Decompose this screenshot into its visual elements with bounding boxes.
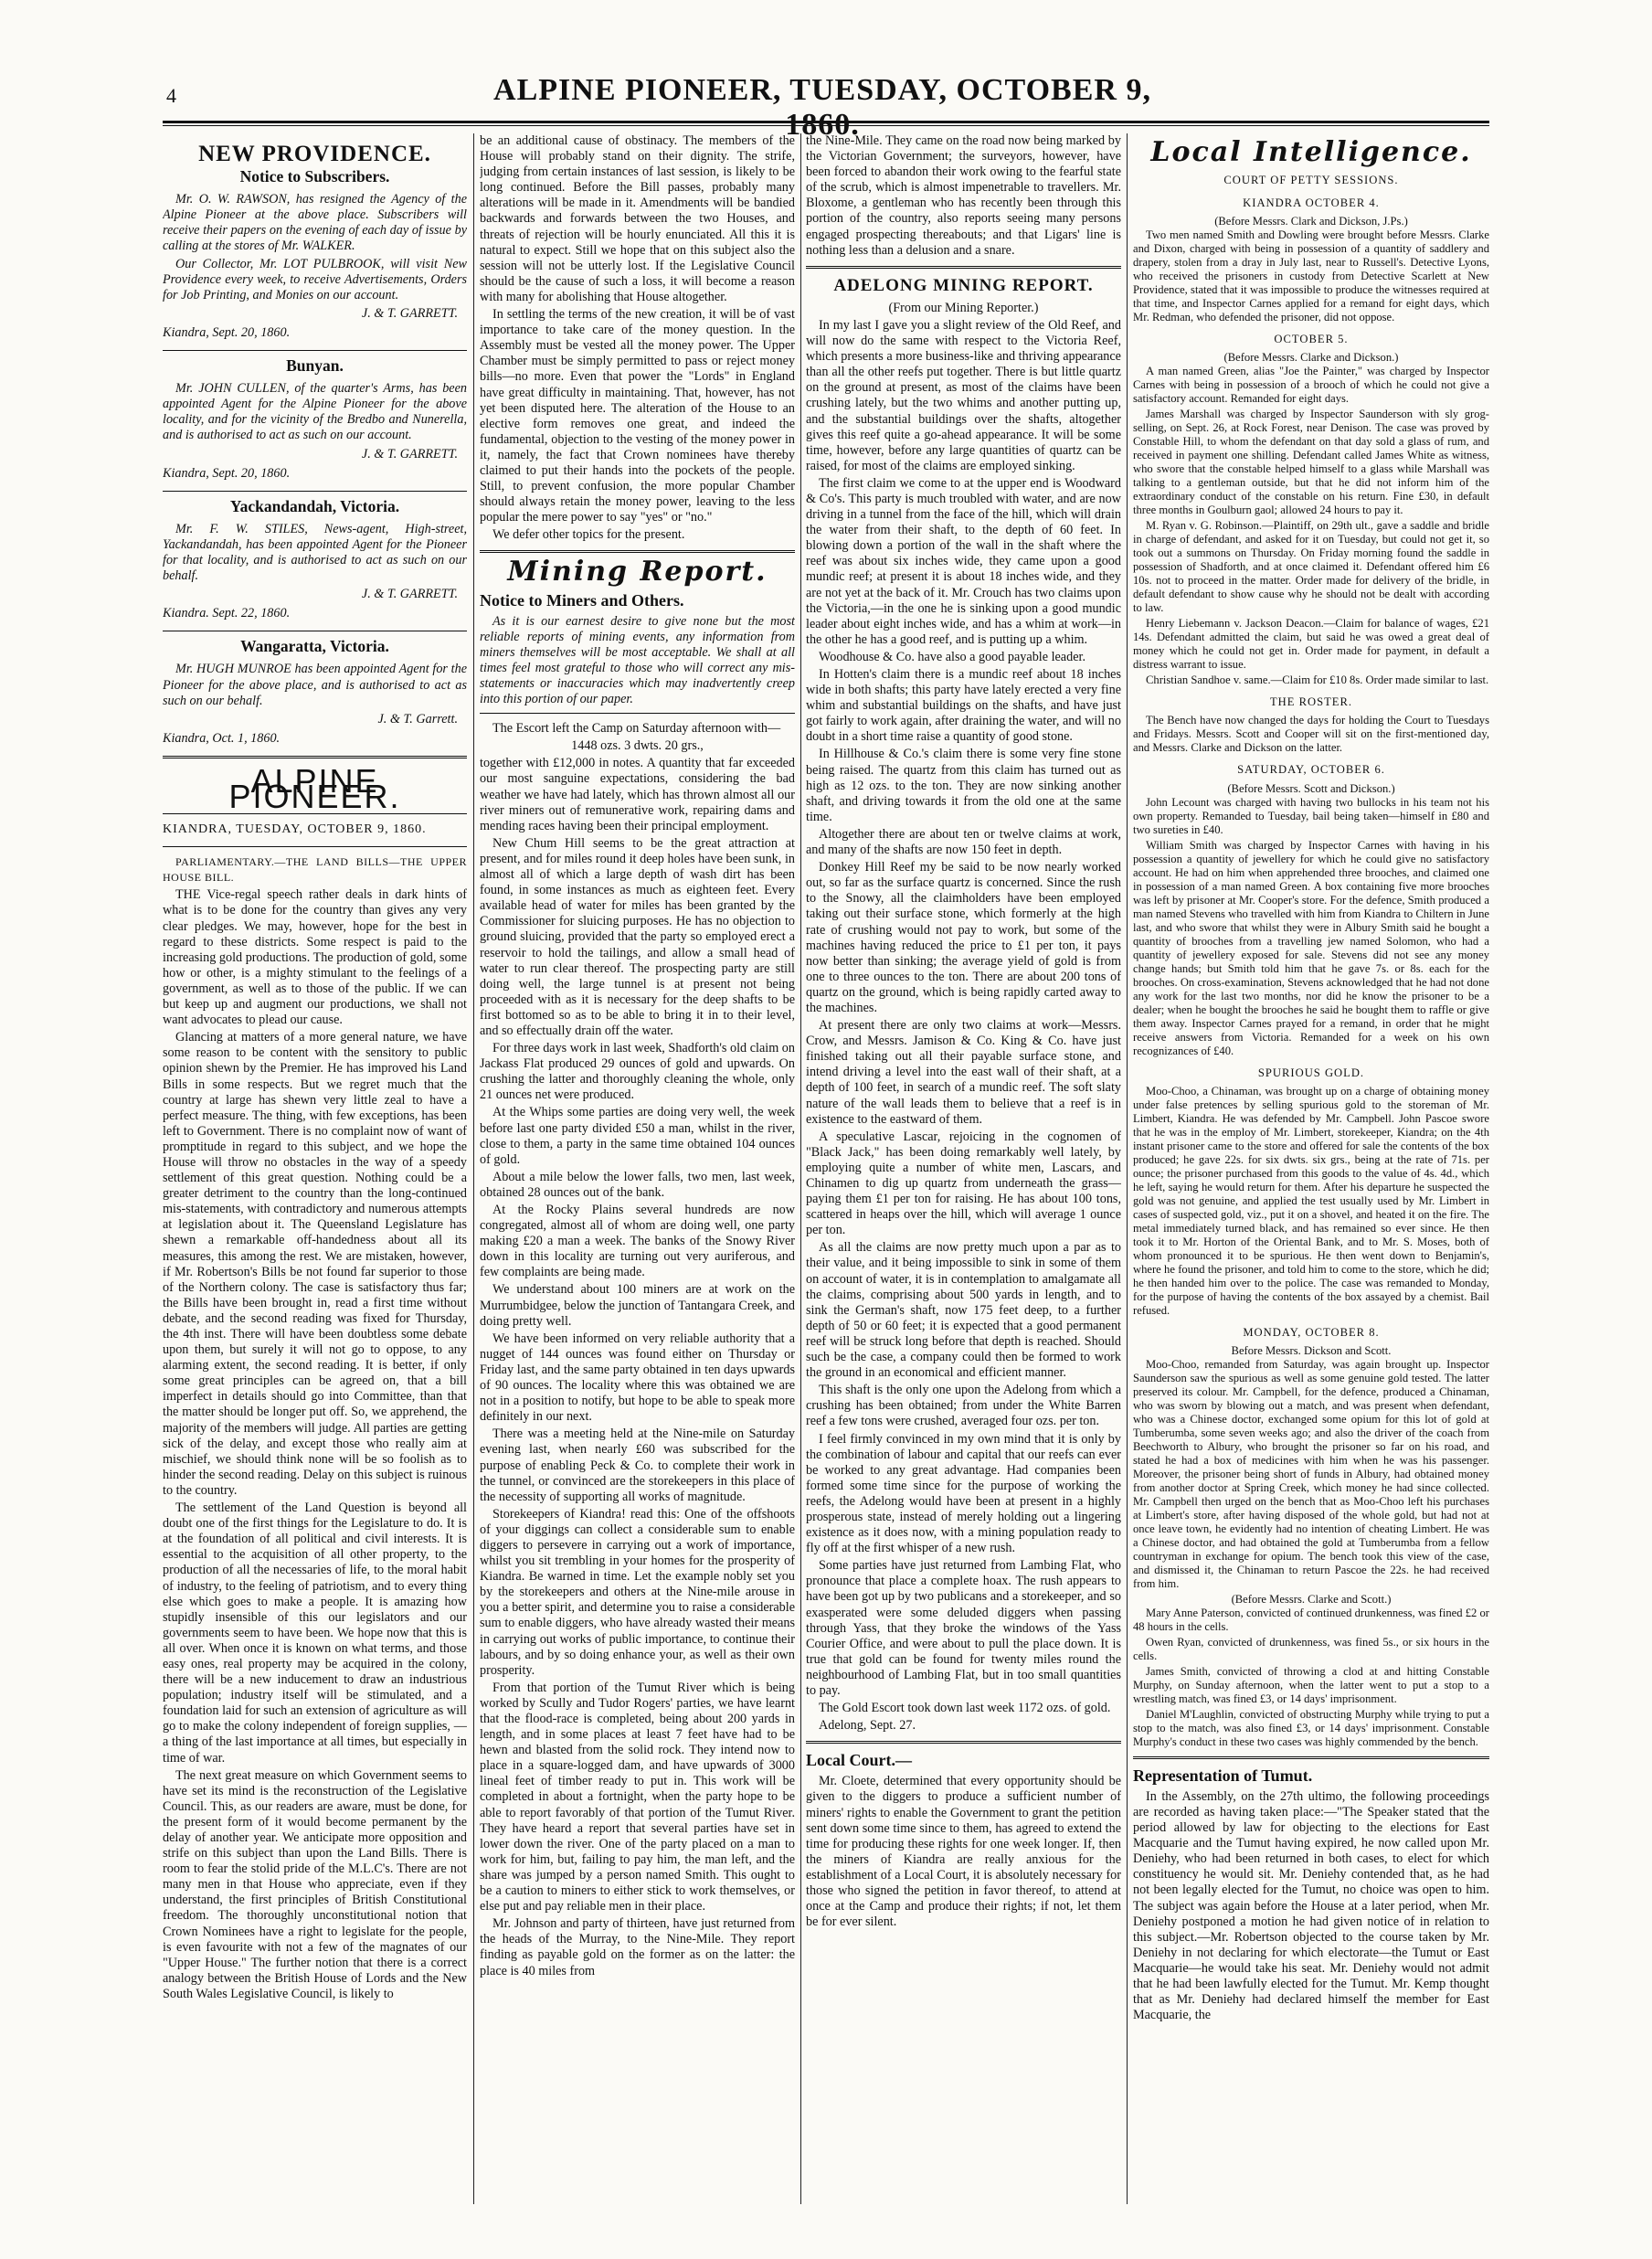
- np-paragraph-2: Our Collector, Mr. LOT PULBROOK, will visit New Providence every week, to receive Advertisements, Orders for Job Printing, and Monies on our account.: [163, 256, 467, 302]
- parliamentary-paragraph: We defer other topics for the present.: [492, 527, 685, 543]
- adelong-paragraph: As all the claims are now pretty much upon a par as to their value, and it being impossible to sink in some of them on account of water, it is in contemplation to amalgamate all the claims, comprising about 500 yards in length, and to sink the German's shaft, now 175 feet deep, to a further depth of 50 or 60 feet; it is expected that a good permanent reef will be struck long before that depth is reached. Should such be the case, a company could then be formed to work the ground in an economical and efficient manner.: [806, 1240, 1121, 1381]
- adelong-paragraph: The first claim we come to at the upper end is Woodward & Co's. This party is much troubled with water, and are now driving in a tunnel from the face of the hill, which will drain the water from their shaft, to the depth of 60 feet. In blowing down a portion of the wall in the shaft where the reef was about six inches wide, they came upon a good mundic reef; at present it is about 18 inches wide, and they are not yet at the back of it. Mr. Crouch has two claims upon the Victoria,—in the one he is sinking upon a good mundic leader about eight inches wide, and has a whim at work—in the other he has a good reef, and is putting up a whim.: [806, 475, 1121, 647]
- notice-subscribers-heading: Notice to Subscribers.: [239, 167, 390, 186]
- escort-paragraph: The Escort left the Camp on Saturday afternoon with—: [492, 721, 781, 737]
- court-paragraph: M. Ryan v. G. Robinson.—Plaintiff, on 29th ult., gave a saddle and bridle in charge of defendant, and asked for it on Tuesday, but could not get it, so took out a summons on Thursday. On Friday morning found the saddle in possession of Shadforth, and at once claimed it. Defendant offered him £6 10s. not to proceed in the matter. Order made for delivery of the bridle, in default defendant to show cause why he should not be dealt with according to law.: [1133, 519, 1489, 615]
- spurious-gold-heading: SPURIOUS GOLD.: [1257, 1066, 1365, 1079]
- court-paragraph: Owen Ryan, convicted of drunkenness, was fined 5s., or six hours in the cells.: [1133, 1635, 1489, 1662]
- mining-paragraph: At the Whips some parties are doing very well, the week before last one party divided £50 a man, whilst in the river, close to them, a party in the same time obtained 104 ounces of gold.: [480, 1105, 795, 1167]
- tumut-heading: Representation of Tumut.: [1133, 1766, 1313, 1785]
- paper-title: ALPINE PIONEER.: [228, 761, 401, 815]
- adelong-paragraph: I feel firmly convinced in my own mind that it is only by the combination of labour and capital that our reefs can ever be worked to any great advantage. Had companies been formed some time since for the purpose of working the reefs, the Adelong would have been at present in a highly prosperous state, instead of merely holding out a lingering existence as it does now, with a mining population ready to fly off at the first whisper of a new rush.: [806, 1431, 1121, 1556]
- parliamentary-lead: PARLIAMENTARY.—THE LAND BILLS—THE UPPER HOUSE BILL.: [163, 855, 467, 885]
- local-court-heading: Local Court.—: [806, 1751, 912, 1770]
- wangaratta-signature: J. & T. Garrett.: [377, 711, 458, 726]
- roster-heading: THE ROSTER.: [1269, 695, 1353, 709]
- adelong-subheading: (From our Mining Reporter.): [888, 300, 1039, 315]
- parliamentary-paragraph: Glancing at matters of a more general nature, we have some reason to be content with the sensitory to public opinion shewn by the Premier. He has improved his Land Bills in some respects. But we regret much that the country at large has shewn very little zeal to have a perfect measure. The thing, with few exceptions, has been left to Government. There is no complaint now of want of promptitude in regard to this subject, and we hope the House will throw no obstacles in the way of a speedy settlement of this great question. Nothing could be a greater detriment to the country than the long-continued mis-statements, with contradictory and numerous attempts at legislation about it. The Queensland Legislature has shewn a remarkable off-handedness about all its measures, this among the rest. We are mistaken, however, if Mr. Robertson's Bills be not found far superior to those of the Northern colony. The case is satisfactory thus far; the Bills have been brought in, read a first time without debate, and the second reading was fixed for Thursday, the 4th inst. There will have been doubtless some debate upon them, but surely it will not go to oppose, to any alarming extent, the second reading. It is better, if only some great principles can be agreed on, that a bill imperfect in details should go into Committee, than that the matter should be longer put off. So, we apprehend, the majority of the members will judge. All parties are getting sick of the delay, and except those who really aim at mischief, we should think none will be so foolish as to hinder the second reading. Delay on this subject is ruinous to the country.: [163, 1030, 467, 1498]
- adelong-paragraph: The Gold Escort took down last week 1172 ozs. of gold.: [819, 1701, 1111, 1716]
- np-paragraph-1: Mr. O. W. RAWSON, has resigned the Agency of the Alpine Pioneer at the above place. Subscribers will receive their papers on the evening of each day of issue by calling at the stores of Mr. WALKER.: [163, 192, 467, 254]
- escort-amount: 1448 ozs. 3 dwts. 20 grs.,: [571, 738, 704, 754]
- column-rule: [1127, 133, 1128, 2204]
- column-1: [163, 133, 467, 2204]
- paper-dateline: [163, 822, 467, 837]
- bunyan-paragraph: Mr. JOHN CULLEN, of the quarter's Arms, has been appointed Agent for the Alpine Pioneer for the above locality, and for the vicinity of the Bredbo and Nunerella, and is authorised to act as such on our account.: [163, 381, 467, 443]
- mining-paragraph: the Nine-Mile. They came on the road now being marked by the Victorian Government; the surveyors, however, have been forced to abandon their work owing to the fearful state of the scrub, which is almost impenetrable to travellers. Mr. Bloxome, a gentleman who has recently been through this portion of the country, also reports seeing many persons engaged prospecting thereabouts; and that Ligars' line is nothing less than a delusion and a snare.: [806, 133, 1121, 258]
- adelong-paragraph: Donkey Hill Reef my be said to be now nearly worked out, so far as the surface quartz is concerned. Since the rush to the Snowy, all the claimholders have been employed taking out their surface stone, which formerly at the high rate of crushing would not pay to work, but some of the machines having reduced the price to £1 per ton, it pays now better than sinking; the average yield of gold is from one to three ounces to the ton. There are about 200 tons of quartz on the ground, which is being rapidly carted away to the machines.: [806, 860, 1121, 1015]
- bench-line: (Before Messrs. Scott and Dickson.): [1227, 781, 1395, 795]
- adelong-heading: ADELONG MINING REPORT.: [833, 275, 1094, 295]
- date-heading: KIANDRA OCTOBER 4.: [1243, 196, 1380, 210]
- column-3: [806, 133, 1121, 2204]
- parliamentary-paragraph: THE Vice-regal speech rather deals in dark hints of what is to be done for the country than gives any very clear pledges. We may, however, hope for the best in regard to these districts. Some respect is paid to the increasing gold productions. The production of gold, some how or other, is a mighty stimulant to the feelings of a government, as well as to those of the public. If we can but keep up and augment our productions, we shall not want advocates to plead our cause.: [163, 887, 467, 1028]
- date-heading: SATURDAY, OCTOBER 6.: [1237, 763, 1385, 777]
- court-paragraph: Moo-Choo, a Chinaman, was brought up on a charge of obtaining money under false pretences by selling spurious gold to the storeman of Mr. Limbert, Kiandra. He was defended by Mr. Campbell. John Pascoe swore that he was in the employ of Mr. Limbert, storekeeper, Kiandra; on the 4th instant prisoner came to the store and offered for sale the contents of the box produced; he gave 22s. for six dwts. six grs., being at the rate of 71s. per ounce; the prisoner purchased from this goods to the value of 4s. 4d., which he left, saying he would return for them. After his departure he suspected the gold was not genuine, and applied the test usually used by Mr. Limbert in cases of suspected gold, viz., put it on a shovel, and heated it on the fire. The metal immediately turned black, and has remained so ever since. He then took it to Mr. Horton of the Oriental Bank, and to Mr. S. Moses, both of whom pronounced it to be spurious. He then went down to Benjamin's, where he found the prisoner, and told him to come to the store, which he did; he then handed him over to the police. The case was remanded to Monday, for the purpose of having the contents of the box assayed by a chemist. Bail refused.: [1133, 1084, 1489, 1317]
- divider: [480, 713, 795, 714]
- parliamentary-paragraph: In settling the terms of the new creation, it will be of vast importance to take care of the money question. In the Assembly must be vested all the money power. The Upper Chamber must be simply permitted to pass or reject money bills—no more. Even that power the "Lords" in England have great difficulty in maintaining. That, however, has not yet been disputed here. The alteration of the House to an elective form removes one great, and indeed the fundamental, objection to the vesting of the money power in it, namely, the fact that Crown nominees have thereby claimed to put their hands into the pockets of the people. Still, to prevent confusion, the more popular Chamber should always retain the money power, leaving to the less popular the mere power to say "yes" or "no.": [480, 307, 795, 525]
- divider: [163, 846, 467, 847]
- local-intelligence-title: Local Intelligence.: [1150, 136, 1472, 168]
- yackandandah-signature: J. & T. GARRETT.: [361, 587, 458, 602]
- mining-paragraph: At the Rocky Plains several hundreds are now congregated, almost all of whom are doing well, one party making £20 a man a week. The banks of the Snowy River down in this locality are turning out very auriferous, and few complaints are being made.: [480, 1203, 795, 1280]
- column-2: [480, 133, 795, 2204]
- adelong-paragraph: This shaft is the only one upon the Adelong from which a crushing has been obtained; from under the White Barren reef a few tons were crushed, averaged four ozs. per ton.: [806, 1383, 1121, 1429]
- yackandandah-paragraph: Mr. F. W. STILES, News-agent, High-street, Yackandandah, has been appointed Agent for the Pioneer for that locality, and is authorised to act as such on our behalf.: [163, 521, 467, 584]
- bunyan-date: Kiandra, Sept. 20, 1860.: [163, 465, 291, 481]
- masthead: ALPINE PIONEER, TUESDAY, OCTOBER 9, 1860.: [493, 73, 1151, 142]
- petty-sessions-heading: COURT OF PETTY SESSIONS.: [1223, 174, 1399, 187]
- mining-paragraph: About a mile below the lower falls, two men, last week, obtained 28 ounces out of the bank.: [480, 1169, 795, 1200]
- double-divider: [806, 1741, 1121, 1744]
- local-court-paragraph: Mr. Cloete, determined that every opportunity should be given to the diggers to produce a sufficient number of miners' rights to enable the Government to grant the petition sent down some time since to them, has agreed to extend the time for producing these rights for one week longer. If, then the miners of Kiandra are really anxious for the establishment of a Local Court, it is absolutely necessary for those who signed the petition in favor thereof, to attend at once at the Camp and produce their rights; if not, let them be for ever silent.: [806, 1774, 1121, 1930]
- date-heading: MONDAY, OCTOBER 8.: [1243, 1325, 1380, 1339]
- court-paragraph: A man named Green, alias "Joe the Painter," was charged by Inspector Carnes with being in possession of a brooch of which he could not give a satisfactory account. Remanded for eight days.: [1133, 365, 1489, 406]
- court-paragraph: Daniel M'Laughlin, convicted of obstructing Murphy while trying to put a stop to the match, was also fined £3, or 14 days' imprisonment. Constable Murphy's conduct in these two cases was highly commended by the bench.: [1133, 1707, 1489, 1748]
- mining-paragraph: From that portion of the Tumut River which is being worked by Scully and Tudor Rogers' parties, we have learnt that the flood-race is completed, being about 200 yards in length, and in some places at least 7 feet have had to be hewn and blasted from the solid rock. They intend now to place in a square-logged dam, and have upwards of 3000 lineal feet of timber ready to put in. This work will be completed in about a fortnight, when the party hope to be able to report favorably of that portion of the Tumut River. They have heard a report that several parties have set in lower down the river. One of the party placed on a man to work for him, but, failing to pay him, the man left, and the share was jumped by a person named Smith. This ought to be a caution to miners to either stick to work themselves, or else put and pay reliable men in their place.: [480, 1680, 795, 1914]
- adelong-dateline: Adelong, Sept. 27.: [819, 1718, 916, 1734]
- court-paragraph: William Smith was charged by Inspector Carnes with having in his possession a quantity of jewellery for which he could give no satisfactory account. He had on him when apprehended three brooches, and claimed one in possession of a man named Green. A box containing five more brooches was left by prisoner at Mr. Cooper's store. For the defence, Smith produced a man named Stevens who travelled with him from Kiandra to Chiltern in June last, and who swore that whilst they were in Albury Smith said he bought a quantity of brooches from a travelling jew named Solomon, who had a quantity of jewellery exposed for sale. Stevens did not see any money change hands; but Smith told him that he gave 7s. or 8s. each for the brooches. On cross-examination, Stevens acknowledged that he had not done any work for the last two months, nor did he know the prisoner to be a dealer; when he bought the brooches he said he bought them to raffle or give them away. Inspector Carnes prayed for a remand, in order that he might receive answers from Victoria. Remanded for a week on his own recognizances of £40.: [1133, 838, 1489, 1057]
- court-paragraph: John Lecount was charged with having two bullocks in his team not his own property. Remanded to Tuesday, bail being taken—himself in £80 and two sureties in £40.: [1133, 795, 1489, 836]
- mining-paragraph: New Chum Hill seems to be the great attraction at present, and for miles round it deep holes have been sunk, in almost all of which a large depth of wash dirt has been found, in some instances as much as eighteen feet. Every available head of water for miles has been granted by the Commissioner for sluicing purposes. He has no objection to ground sluicing, provided that the party so employed erect a reservoir to hold the tailings, and allow a small head of water to run clear thereof. The prospecting party are still doing well, the large tunnel is at present not being proceeded with as it is necessary for the deep shafts to be first bottomed so as to be able to bring it in to their level, and so effectually drain off the water.: [480, 835, 795, 1038]
- adelong-paragraph: Woodhouse & Co. have also a good payable leader.: [819, 649, 1085, 664]
- adelong-paragraph: In Hillhouse & Co.'s claim there is some very fine stone being raised. The quartz from this claim has turned out as high as 12 ozs. to the ton. They are now sinking another shaft, and driving towards it from the old one at the same time.: [806, 747, 1121, 824]
- double-divider: [480, 550, 795, 553]
- yackandandah-date: Kiandra. Sept. 22, 1860.: [163, 606, 291, 621]
- bunyan-signature: J. & T. GARRETT.: [361, 446, 458, 461]
- new-providence-heading: NEW PROVIDENCE.: [198, 142, 431, 166]
- yackandandah-heading: Yackandandah, Victoria.: [229, 496, 400, 515]
- np-date: Kiandra, Sept. 20, 1860.: [163, 324, 291, 340]
- adelong-paragraph: Some parties have just returned from Lambing Flat, who pronounce that place a complete hoax. The rush appears to have been got up by two publicans and a storekeeper, and so exasperated were some deluded diggers when passing through Yass, that they broke the windows of the Yass Courier Office, and were about to pull the place down. It is true that gold can be found for twenty miles round the neighbourhood of Lambing Flat, but in too small quantities to pay.: [806, 1558, 1121, 1698]
- bench-line: (Before Messrs. Clarke and Scott.): [1231, 1592, 1392, 1606]
- page-number: 4: [166, 84, 176, 107]
- mining-paragraph: We understand about 100 miners are at work on the Murrumbidgee, below the junction of Tantangara Creek, and doing pretty well.: [480, 1282, 795, 1329]
- adelong-paragraph: At present there are only two claims at work—Messrs. Crow, and Messrs. Jamison & Co. King & Co. have just finished taking out all their payable surface stone, and intend driving a level into the east wall of their shaft, at a depth of 100 feet, in search of a mundic reef. The soft slaty nature of the wall leads them to believe that a reef is in existence to the eastward of them.: [806, 1018, 1121, 1127]
- mining-paragraph: We have been informed on very reliable authority that a nugget of 144 ounces was found either on Thursday or Friday last, and the same party obtained in ten days upwards of 90 ounces. The locality where this was obtained we are not in a position to notify, but hope to be able to speak more definitely in our next.: [480, 1331, 795, 1425]
- roster-paragraph: The Bench have now changed the days for holding the Court to Tuesdays and Fridays. Messrs. Scott and Cooper will sit on the first-mentioned day, and Messrs. Clarke and Dickson on the latter.: [1133, 714, 1489, 755]
- court-paragraph: James Marshall was charged by Inspector Saunderson with sly grog-selling, on Sept. 26, at Rock Forest, near Denison. The case was proved by Constable Hill, to whom the defendant on that day sold a glass of rum, and received in payment one shilling. Defendant called James White as witness, who swore that the constable helped himself to a glass while Marshall was talking to a gentleman outside, but that he did not inform him of the extraordinary conduct of the constable on his return. Fine £30, in default three months in Goulburn gaol; allowed 24 hours to pay it.: [1133, 408, 1489, 517]
- wangaratta-heading: Wangaratta, Victoria.: [240, 637, 389, 656]
- column-rule: [800, 133, 801, 2204]
- np-signature: J. & T. GARRETT.: [361, 305, 458, 321]
- mining-report-title: Mining Report.: [507, 556, 768, 589]
- wangaratta-date: Kiandra, Oct. 1, 1860.: [163, 730, 281, 746]
- bench-line: (Before Messrs. Clark and Dickson, J.Ps.): [1214, 215, 1408, 228]
- divider: [163, 491, 467, 492]
- double-divider: [1133, 1756, 1489, 1759]
- date-heading: OCTOBER 5.: [1274, 333, 1349, 346]
- parliamentary-paragraph: The next great measure on which Government seems to have set its mind is the reconstruction of the Legislative Council. This, as our readers are aware, must be done, for the present form of it would become permanent by the delay of another year. We anticipate more opposition and strife on this subject than upon the Land Bills. There is room to fear the stolid pride of the M.L.C's. There are not many men in that House who appreciate, even if they understand, the first principles of British Constitutional freedom. The thoroughly unconstitutional notion that Crown Nominees have a right to legislate for the people, is even favourite with not a few of the magnates of our "Upper House." The further notion that there is a correct analogy between the British House of Lords and the New South Wales Legislative Council, is likely to: [163, 1767, 467, 2001]
- notice-to-miners-heading: Notice to Miners and Others.: [480, 590, 684, 610]
- column-rule: [473, 133, 474, 2204]
- tumut-paragraph: In the Assembly, on the 27th ultimo, the following proceedings are recorded as having taken place:—"The Speaker stated that the period allowed by law for objecting to the elections for East Macquarie and the Tumut having expired, he now called upon Mr. Deniehy, who had been returned in both cases, to elect for which constituency he would sit. Mr. Deniehy contended that, as he had not been legally elected for the Tumut, no choice was open to him. The subject was again before the House at a later period, when Mr. Deniehy postponed a motion he had given notice of in relation to this subject.—Mr. Robertson objected to the course taken by Mr. Deniehy in not declaring for which electorate—the Tumut or East Macquarie—he would take his seat. Mr. Deniehy would not admit that he had been lawfully elected for the Tumut. Mr. Kemp thought that as Mr. Deniehy had declared himself the member for East Macquarie, the: [1133, 1788, 1489, 2023]
- notice-to-miners-paragraph: As it is our earnest desire to give none but the most reliable reports of mining events, any information from miners themselves will be most acceptable. We shall at all times feel most grateful to those who will correct any mis-statements or inaccuracies which may inadvertently creep into this portion of our paper.: [480, 613, 795, 707]
- adelong-paragraph: In my last I gave you a slight review of the Old Reef, and will now do the same with respect to the Victoria Reef, which presents a more business-like and thriving appearance than all the other reefs put together. There is but little quartz on the ground at present, as most of the claims have been crushing lately, but the two whims and another putting up, and the substantial buildings over the shafts, altogether gives this reef quite a go-ahead appearance. It will be some time, however, before any large quantities of quartz can be raised, for most of the claims are employed sinking.: [806, 317, 1121, 473]
- adelong-paragraph: A speculative Lascar, rejoicing in the cognomen of "Black Jack," has been doing remarkably well lately, by employing quite a number of white men, Lascars, and Chinamen to dig up quartz from underneath the grass—paying them £1 per ton for raising. He has about 100 tons, scattered in heaps over the hill, which will average 1 ounce per ton.: [806, 1129, 1121, 1238]
- double-divider: [163, 756, 467, 758]
- court-paragraph: Mary Anne Paterson, convicted of continued drunkenness, was fined £2 or 48 hours in the cells.: [1133, 1606, 1489, 1633]
- header-rule: [163, 121, 1489, 126]
- mining-paragraph: There was a meeting held at the Nine-mile on Saturday evening last, when nearly £60 was subscribed for the purpose of enabling Peck & Co. to complete their work in the tunnel, or convinced are the storekeepers in this place of the necessity of supporting all works of magnitude.: [480, 1426, 795, 1504]
- divider: [163, 350, 467, 351]
- wangaratta-paragraph: Mr. HUGH MUNROE has been appointed Agent for the Pioneer for the above place, and is authorised to act as such on our behalf.: [163, 662, 467, 708]
- paper-date-text: KIANDRA, TUESDAY, OCTOBER 9, 1860.: [163, 822, 427, 837]
- adelong-paragraph: In Hotten's claim there is a mundic reef about 18 inches wide in both shafts; this party have lately erected a very fine whim and substantial buildings on the shafts, and have just got fairly to work again, after draining the water, and will no doubt in a short time raise a quantity of good stone.: [806, 667, 1121, 745]
- bench-line: (Before Messrs. Clarke and Dickson.): [1223, 351, 1399, 365]
- parliamentary-paragraph: The settlement of the Land Question is beyond all doubt one of the first things for the Legislature to do. It is at the foundation of all political and civil interests. It is essential to the acquisition of all other property, to the production of all the necessaries of life, to the moral habit of industry, to the feeling of patriotism, and to every thing else which goes to make a people. It is amazing how stupidly insensible of this our legislators and our governments seem to have been. We hope now that this is all over. When once it is known on what terms, and those easy ones, real property may be acquired in the colony, there will be a new inducement to draw an industrious population; industry itself will be stimulated, and a foundation laid for such an extension of agriculture as will go to make the colony independent of foreign supplies, —a thing of the last importance at all times, but especially in time of war.: [163, 1501, 467, 1766]
- double-divider: [806, 266, 1121, 269]
- court-paragraph: Henry Liebemann v. Jackson Deacon.—Claim for balance of wages, £21 14s. Defendant admitted the claim, but said he was owed a great deal of money which he could not get in. Order made for payment, in default a distress warrant to issue.: [1133, 617, 1489, 672]
- court-paragraph: Moo-Choo, remanded from Saturday, was again brought up. Inspector Saunderson saw the spurious as well as some genuine gold tested. The latter preserved its colour. Mr. Campbell, for the defence, produced a Chinaman, who was sworn by blowing out a match, and was present when defendant, who was a Chinese doctor, exchanged some opium for this lot of gold at Tumberumba, some seven weeks ago; and also the driver of the coach from Beechworth to Albury, who brought the prisoner so far on his road, and stated he had a box of medicines with him when he was his passenger. Moreover, the prisoner being short of funds in Albury, had obtained money from another doctor at Spring Creek, which money he had since collected. Mr. Campbell then urged on the bench that as Moo-Choo left his purchases at Limbert's store, after having disposed of the whole gold, but had not at once leave town, he evidently had no intention of cheating Limbert. He was a Chinese doctor, and had obtained the gold at Tumberumba from a fellow countryman in exchange for opium. The bench took this view of the case, and dismissed it, the Chinaman to return Pascoe the 22s. he had received from him.: [1133, 1357, 1489, 1590]
- bunyan-heading: Bunyan.: [286, 356, 344, 376]
- adelong-paragraph: Altogether there are about ten or twelve claims at work, and many of the shafts are now 150 feet in depth.: [806, 826, 1121, 858]
- bench-line: Before Messrs. Dickson and Scott.: [1231, 1343, 1392, 1357]
- mining-paragraph: Mr. Johnson and party of thirteen, have just returned from the heads of the Murray, to the Nine-Mile. They report finding as payable gold on the former as on the latter: the place is 40 miles from: [480, 1916, 795, 1978]
- mining-paragraph: Storekeepers of Kiandra! read this: One of the offshoots of your diggings can collect a considerable sum to enable diggers to persevere in carrying out a work of importance, whilst you sit trembling in your homes for the prosperity of Kiandra. Be warned in time. Let the example nobly set you by the storekeepers and others at the Nine-mile arouse in you a better spirit, and determine you to raise a considerable sum to enable diggers, who have already wasted their means in carrying out works of public importance, to continue their labours, and by so doing enhance your, as well as their own prosperity.: [480, 1506, 795, 1678]
- mining-paragraph: For three days work in last week, Shadforth's old claim on Jackass Flat produced 29 ounces of gold and upwards. On crushing the latter and thoroughly cleaning the whole, only 21 ounces net were produced.: [480, 1041, 795, 1103]
- court-paragraph: Christian Sandhoe v. same.—Claim for £10 8s. Order made similar to last.: [1146, 673, 1489, 687]
- court-paragraph: Two men named Smith and Dowling were brought before Messrs. Clarke and Dixon, charged with being in possession of a quantity of saddlery and drapery, stolen from a dray in July last, near to Russell's. Detective Lyons, who received the prisoners in custody from Detective Scarlett at New Providence, stated that it was impossible to produce the witnesses required at that time, and Inspector Carnes applied for a remand for eight days, which Mr. Redman, who defended the prisoner, did not oppose.: [1133, 228, 1489, 324]
- column-4: [1133, 133, 1489, 2204]
- parliamentary-paragraph: be an additional cause of obstinacy. The members of the House will probably stand on their dignity. The strife, judging from certain instances of last session, is likely to be long continued. Before the Bill passes, probably many alterations will be made in it. Amendments will be bandied backwards and forwards between the two Houses, and threats of rejection will be hourly enunciated. All this it is natural to expect. Still we hope that on this subject also the session will not be utterly lost. If the Legislative Council should be the cause of such a loss, it will become a reason with many for abolishing that House altogether.: [480, 133, 795, 304]
- court-paragraph: James Smith, convicted of throwing a clod at and hitting Constable Murphy, on Sunday afternoon, when the latter went to put a stop to a wrestling match, was fined £3, or 14 days' imprisonment.: [1133, 1664, 1489, 1705]
- mining-paragraph: together with £12,000 in notes. A quantity that far exceeded our most sanguine expectations, considering the bad weather we have had lately, which has thrown almost all our river miners out of remunerative work, repairing dams and mending races having been their principal employment.: [480, 756, 795, 833]
